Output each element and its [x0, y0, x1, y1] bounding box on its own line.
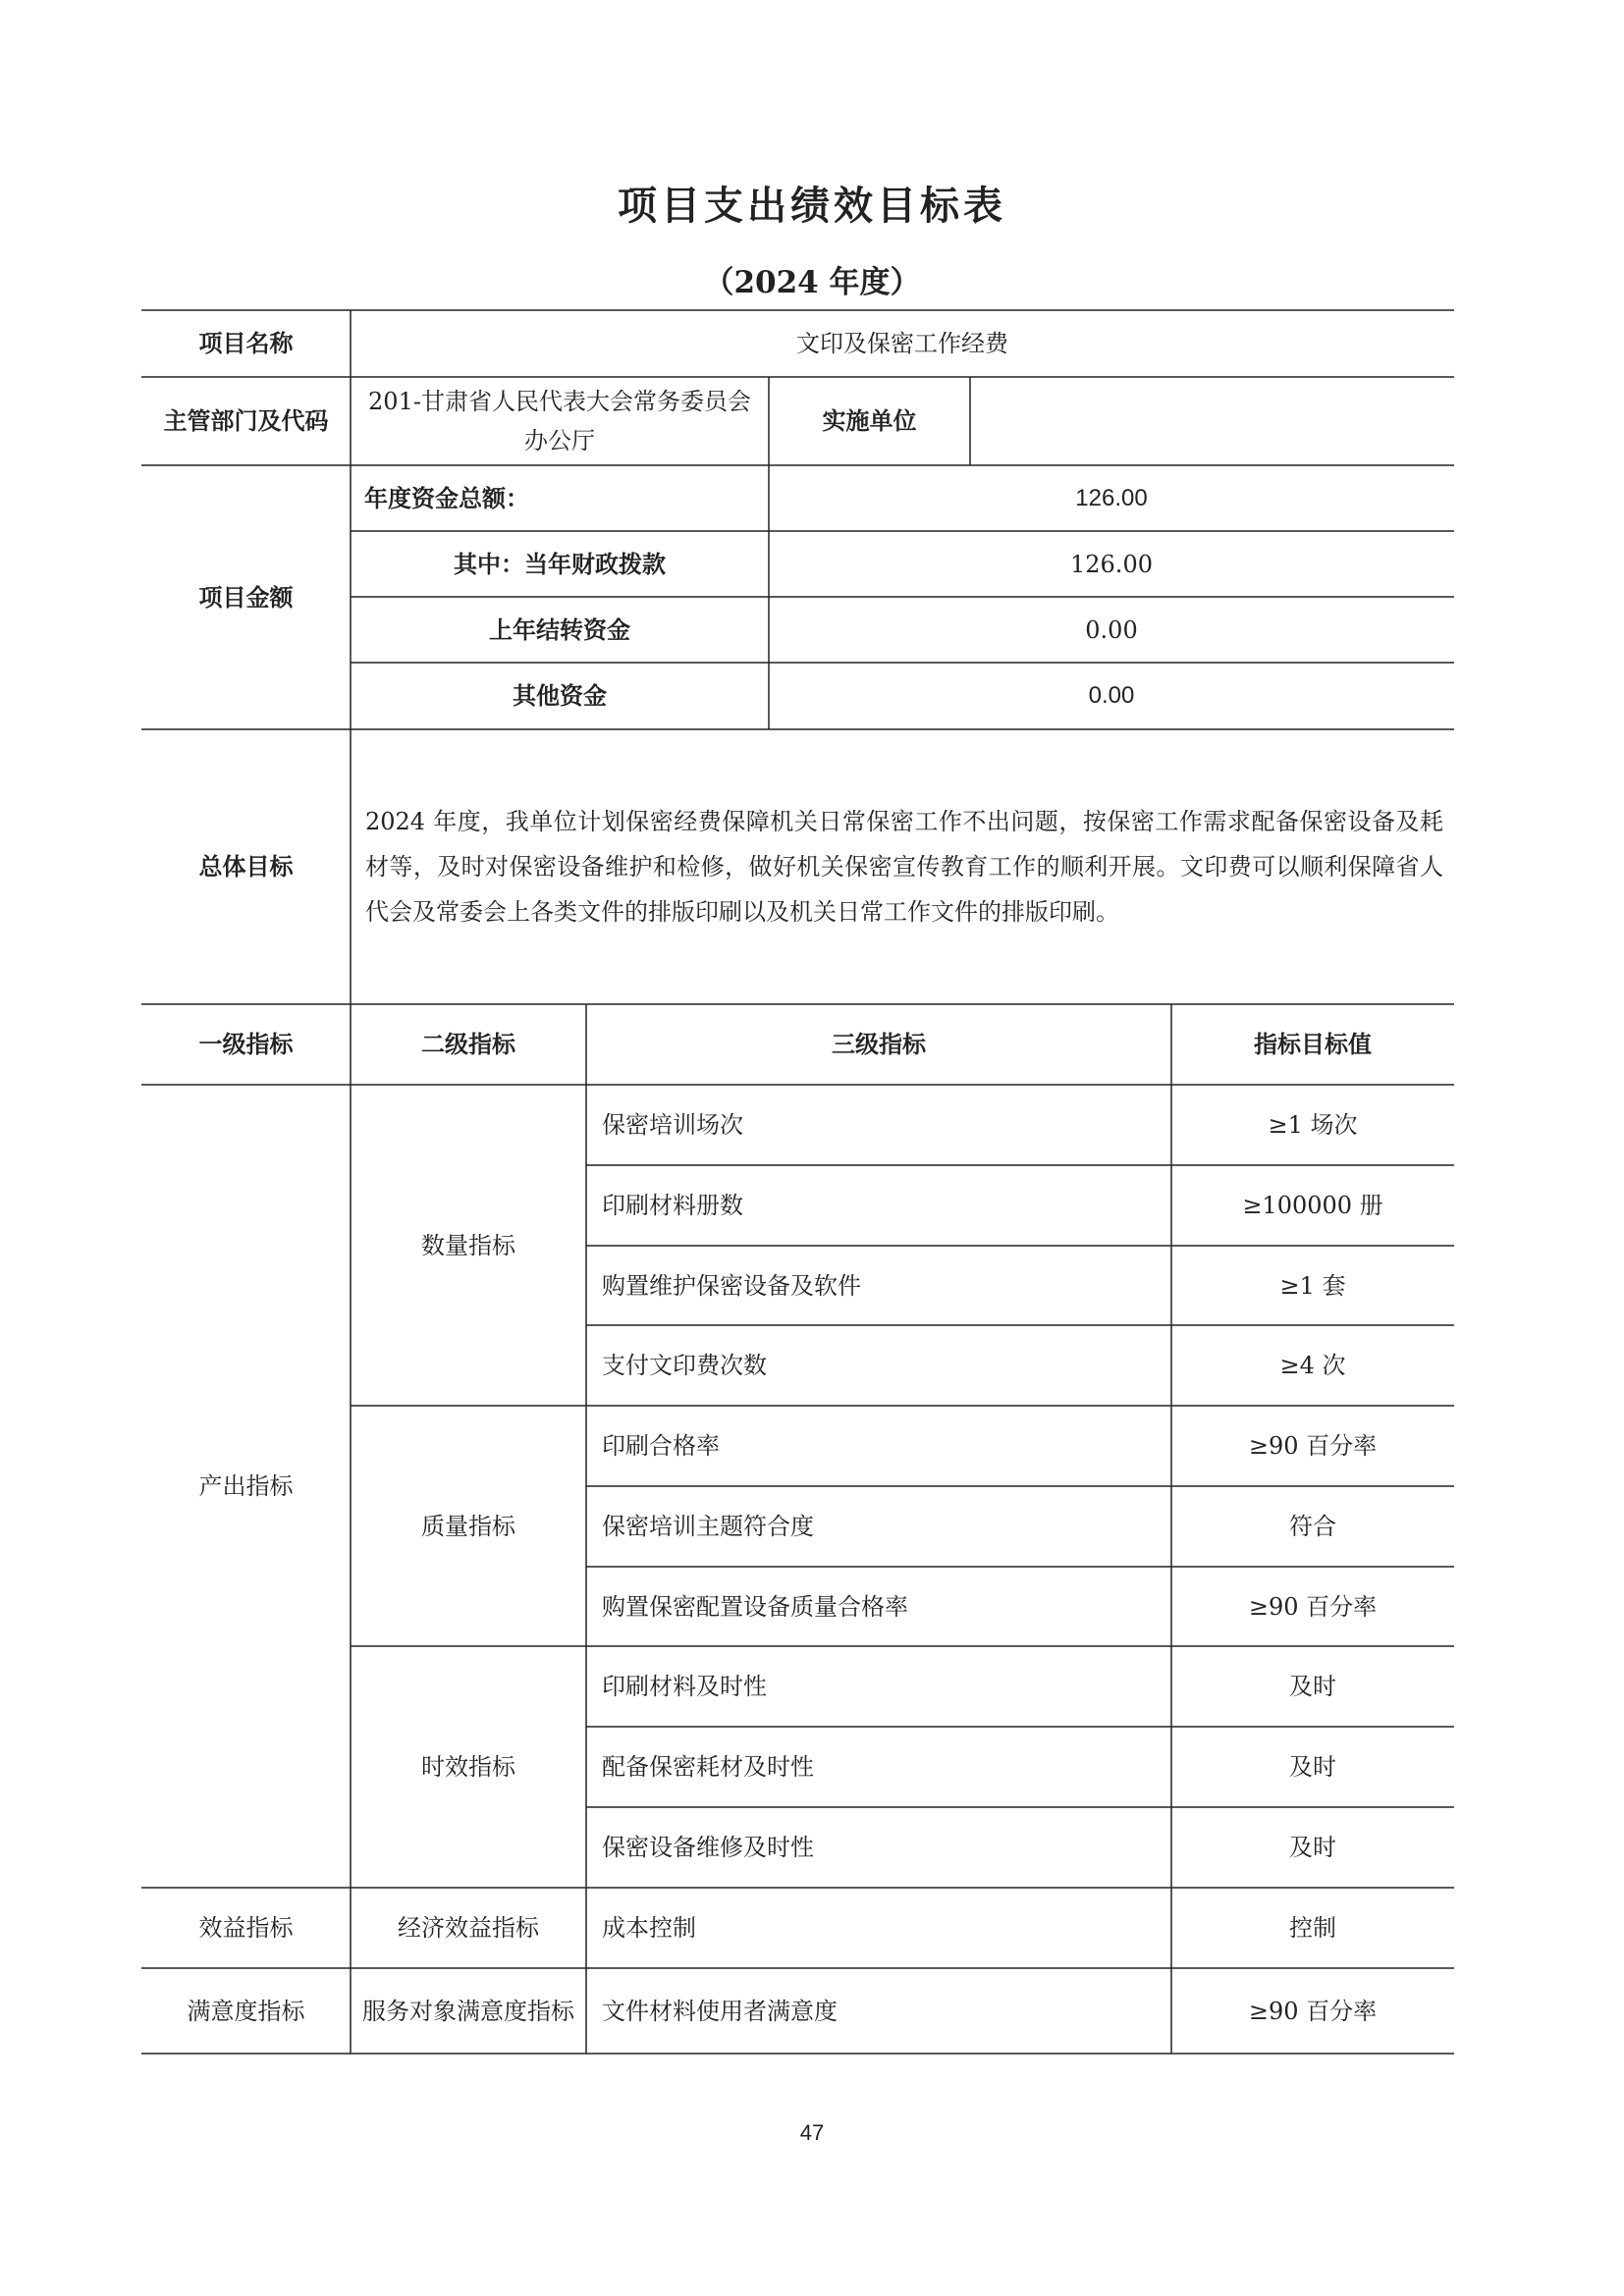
project-name-value: 文印及保密工作经费: [796, 330, 1008, 357]
indicator-target: ≥90 百分率: [1248, 1432, 1378, 1460]
header-level3: 三级指标: [832, 1031, 926, 1058]
project-name-label: 项目名称: [198, 330, 294, 357]
page-number: 47: [799, 2120, 825, 2145]
indicator-name: 保密培训主题符合度: [602, 1513, 814, 1540]
page-subtitle: （2024 年度）: [703, 265, 921, 300]
impl-unit-label: 实施单位: [822, 407, 917, 435]
amount-label: 项目金额: [198, 583, 294, 612]
indicator-name: 成本控制: [602, 1914, 696, 1942]
indicator-target: ≥4 次: [1279, 1352, 1346, 1379]
indicator-target: 及时: [1289, 1673, 1336, 1700]
dept-label: 主管部门及代码: [163, 407, 329, 435]
indicator-target: ≥1 套: [1279, 1271, 1346, 1300]
amount-fiscal-value: 126.00: [1070, 550, 1153, 578]
indicator-name: 文件材料使用者满意度: [602, 1997, 838, 2025]
indicator-name: 购置保密配置设备质量合格率: [602, 1592, 908, 1621]
indicator-target: 及时: [1289, 1834, 1336, 1861]
indicator-target: 符合: [1289, 1513, 1336, 1540]
level2-quality: 质量指标: [421, 1512, 515, 1540]
level1-output: 产出指标: [198, 1472, 294, 1500]
page-title: 项目支出绩效目标表: [618, 183, 1006, 229]
level2-economic: 经济效益指标: [398, 1914, 539, 1942]
indicator-name: 印刷材料册数: [602, 1192, 743, 1219]
indicator-target: ≥90 百分率: [1248, 1592, 1378, 1621]
goal-text: 2024 年度，我单位计划保密经费保障机关日常保密工作不出问题，按保密工作需求配备保密设备及耗材等，及时对保密设备维护和检修，做好机关保密宣传教育工作的顺利开展。文印费可以顺利保障省人代会及常委会上各类文件的排版印刷以及机关日常工作文件的排版印刷。: [365, 808, 1443, 926]
amount-total-value: 126.00: [1075, 484, 1148, 511]
indicator-name: 支付文印费次数: [602, 1352, 767, 1379]
header-level2: 二级指标: [421, 1031, 515, 1058]
level2-quantity: 数量指标: [421, 1231, 515, 1259]
indicator-name: 印刷合格率: [602, 1432, 720, 1460]
goal-label: 总体目标: [198, 853, 294, 881]
amount-carryover-label: 上年结转资金: [489, 615, 630, 644]
indicator-target: 及时: [1289, 1753, 1336, 1781]
indicator-name: 保密培训场次: [602, 1111, 743, 1139]
amount-other-value: 0.00: [1088, 682, 1135, 709]
indicator-target: ≥1 场次: [1268, 1111, 1358, 1139]
indicator-name: 购置维护保密设备及软件: [602, 1271, 861, 1300]
impl-unit-value: [970, 377, 1454, 465]
indicator-name: 保密设备维修及时性: [602, 1834, 814, 1861]
amount-carryover-value: 0.00: [1085, 615, 1138, 644]
level1-benefit: 效益指标: [198, 1914, 294, 1942]
level1-satisfaction: 满意度指标: [187, 1997, 305, 2025]
header-level1: 一级指标: [198, 1031, 294, 1058]
amount-total-label: 年度资金总额：: [364, 484, 529, 512]
indicator-target: 控制: [1289, 1914, 1336, 1942]
indicator-name: 配备保密耗材及时性: [602, 1753, 814, 1781]
level2-service-satisfaction: 服务对象满意度指标: [362, 1997, 574, 2025]
amount-fiscal-label: 其中：当年财政拨款: [454, 550, 666, 578]
header-target: 指标目标值: [1254, 1031, 1372, 1058]
dept-value: 201-甘肃省人民代表大会常务委员会办公厅: [368, 388, 751, 454]
amount-other-label: 其他资金: [513, 682, 607, 710]
indicator-name: 印刷材料及时性: [602, 1673, 767, 1700]
indicator-target: ≥100000 册: [1242, 1192, 1383, 1219]
indicator-target: ≥90 百分率: [1248, 1997, 1378, 2025]
level2-timeliness: 时效指标: [421, 1753, 515, 1781]
